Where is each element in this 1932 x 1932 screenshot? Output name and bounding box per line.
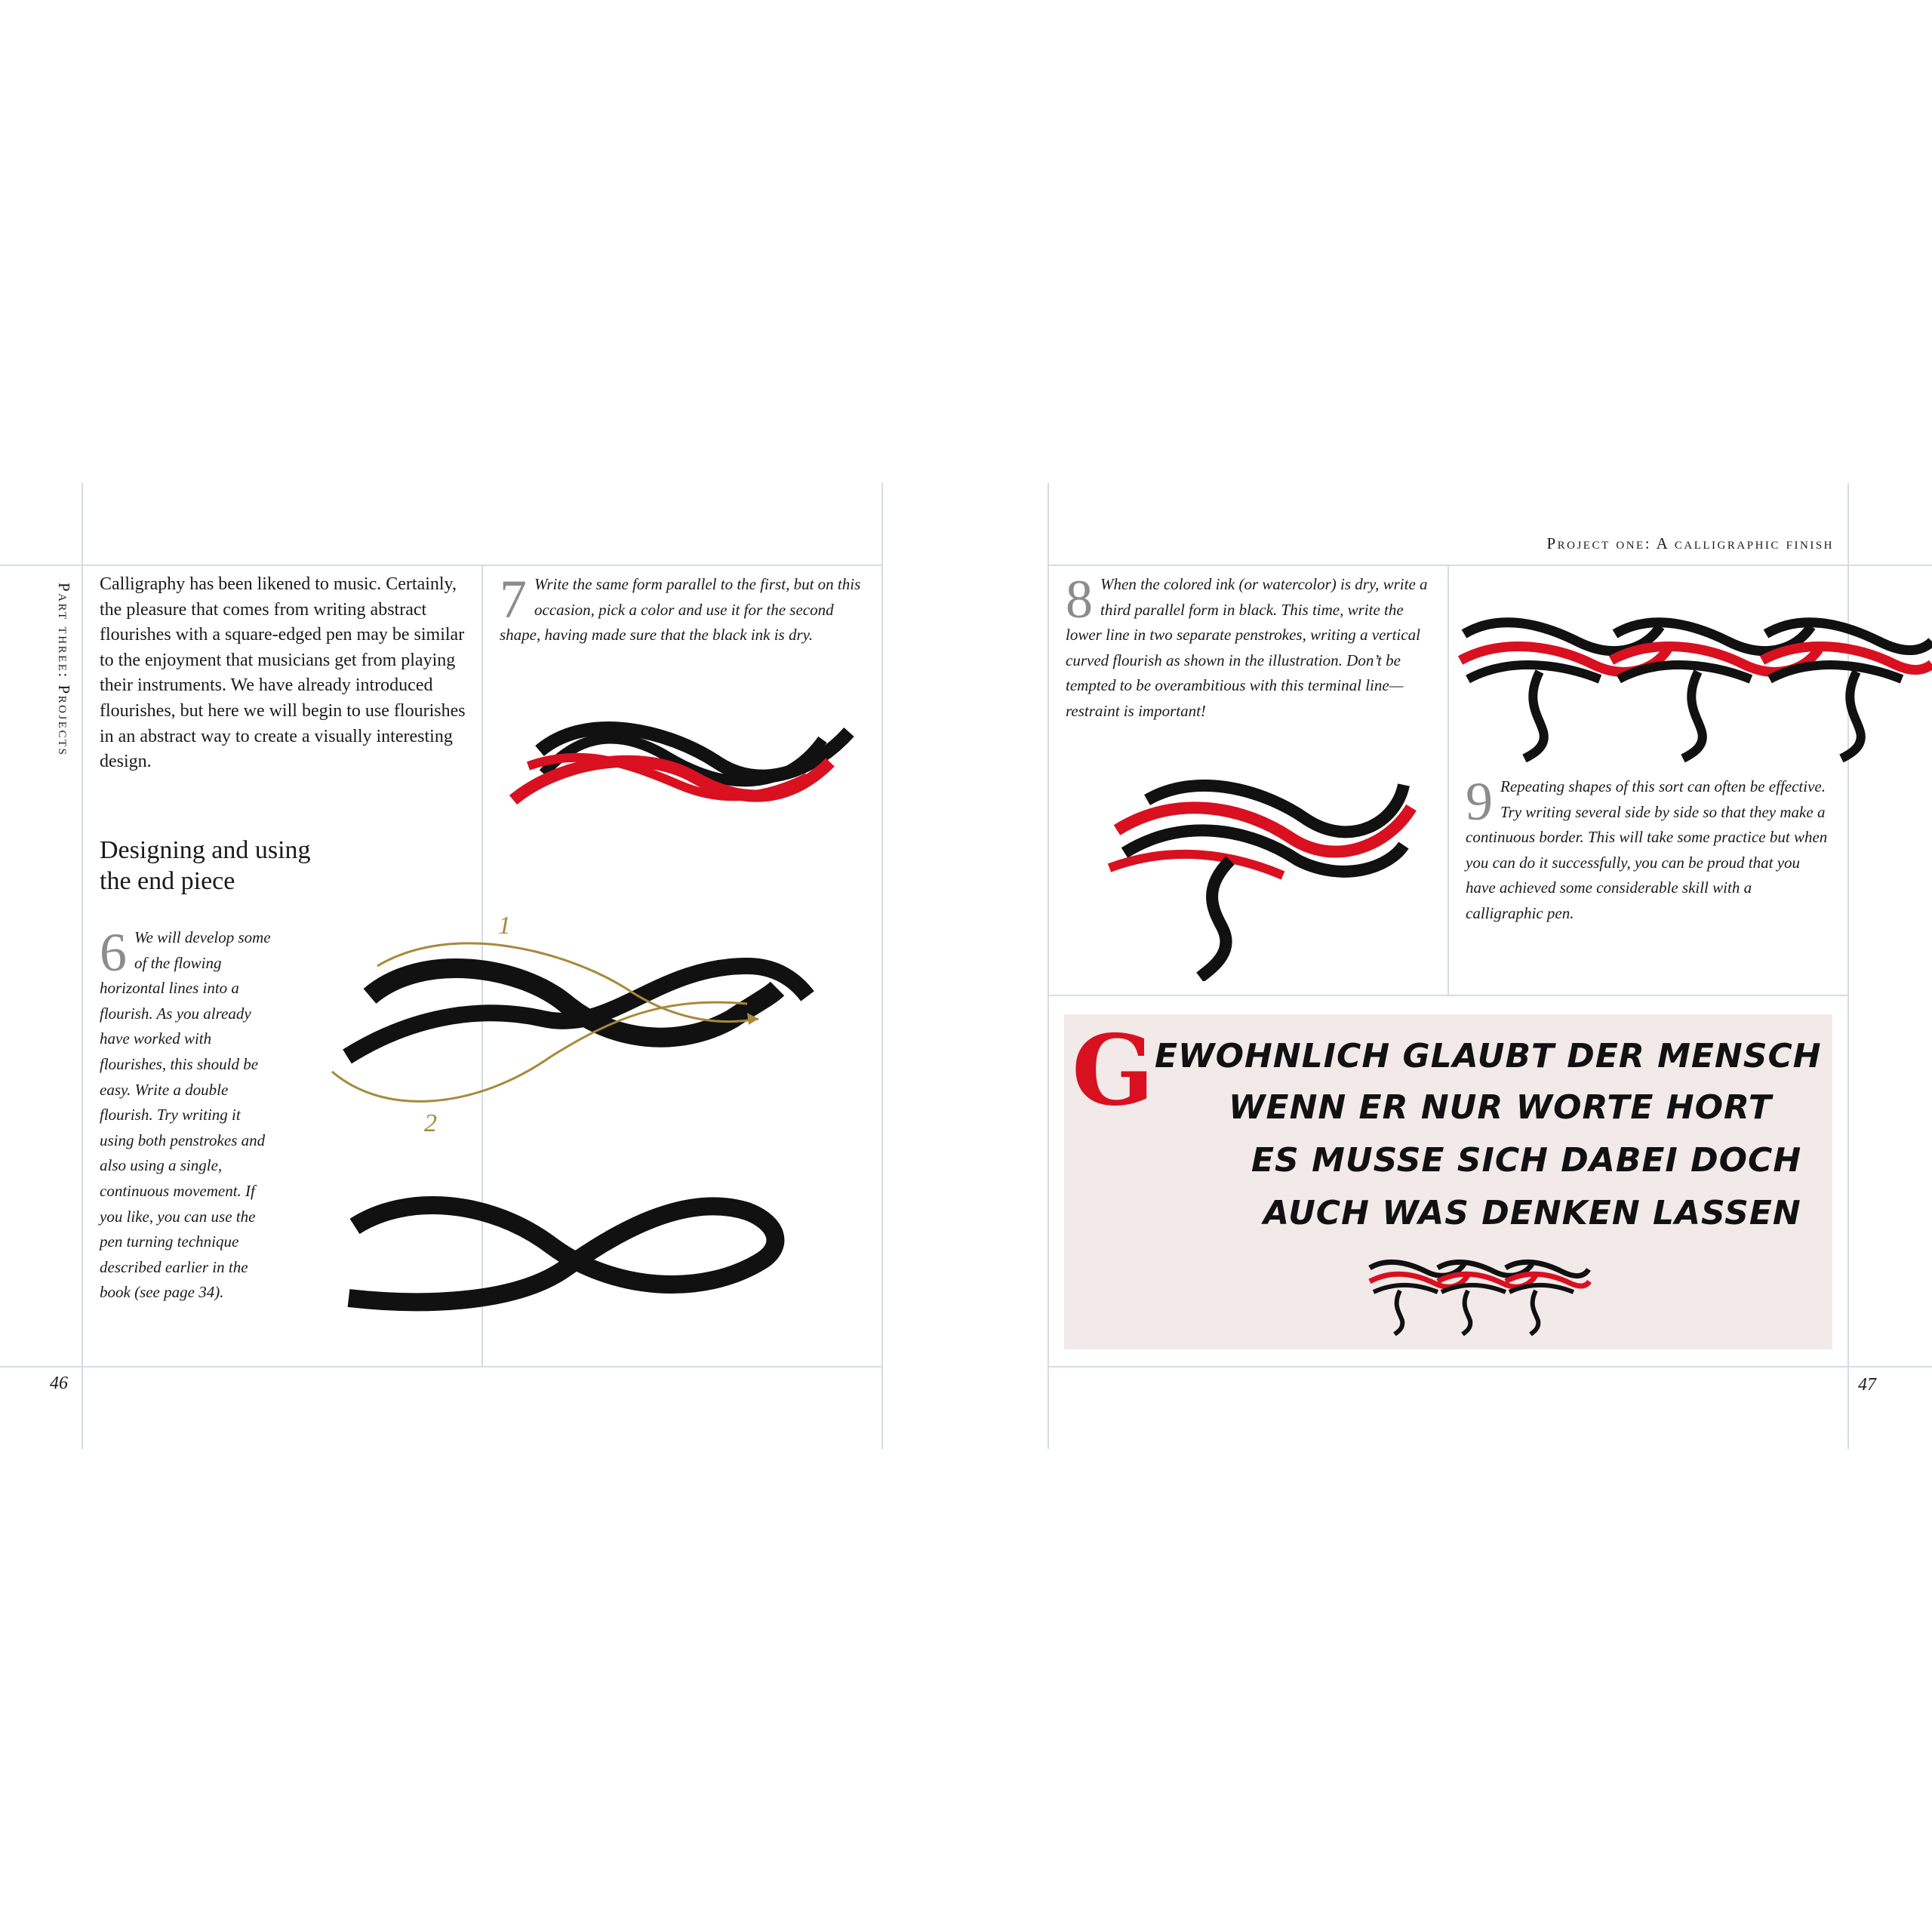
grid-line [881, 483, 883, 1449]
step-9 [1466, 771, 1828, 927]
flourish-with-terminal-illustration [1102, 762, 1419, 981]
quote-panel [1064, 1014, 1832, 1349]
stroke-label-1: 1 [498, 912, 511, 940]
step-number: 9 [1466, 771, 1493, 832]
stroke-label-2: 2 [424, 1109, 437, 1137]
page-number-right: 47 [1858, 1375, 1876, 1395]
step-number: 8 [1066, 569, 1093, 629]
quote-line-3: ES MUSSE SICH DABEI DOCH [1251, 1141, 1802, 1180]
drop-cap-initial: G [1072, 1014, 1155, 1128]
page-number-left: 46 [50, 1374, 68, 1393]
intro-paragraph: Calligraphy has been likened to music. Certainly, the pleasure that comes from writing abstract flourishes with a square-edged pen may be similar to the enjoyment that musicians get from playing their instruments. We have already introduced flourishes, but here we will begin to use flourishes in an abstract way to create a visually interesting design. [100, 574, 466, 772]
small-border-ornament [1366, 1253, 1592, 1336]
double-flourish-with-guides [325, 906, 823, 1155]
grid-line [82, 483, 83, 1449]
flourish-black-red-illustration [498, 679, 860, 830]
section-heading [100, 835, 462, 897]
continuous-flourish-illustration [340, 1185, 792, 1313]
quote-line-2: WENN ER NUR WORTE HORT [1229, 1088, 1772, 1127]
step-8 [1066, 569, 1428, 724]
heading-line-1: Designing and using [100, 836, 311, 864]
heading-line-2: the end piece [100, 867, 235, 895]
continuous-border-illustration [1457, 604, 1932, 762]
step-number: 6 [100, 922, 127, 983]
step-text: Repeating shapes of this sort can often be effective. Try writing several side by side so that they make a continuous border. This will take some practice but when you can do it successfully, you can be proud that you have achieved some considerable skill with a calligraphic pen. [1466, 777, 1828, 922]
grid-line [0, 1366, 881, 1367]
grid-line [1048, 483, 1049, 1449]
grid-line [1048, 995, 1849, 996]
step-text: We will develop some of the flowing horizontal lines into a flourish. As you already have worked with flourishes, this should be easy. Write a double flourish. Try writing it using both penstrokes and also using a single, continuous movement. If you like, you can use the pen turning technique described earlier in the book (see page 34). [100, 928, 271, 1302]
grid-line [0, 565, 881, 566]
step-7 [500, 569, 862, 648]
step-6 [100, 922, 275, 1306]
grid-line [1048, 565, 1932, 566]
step-number: 7 [500, 569, 527, 629]
grid-line [1048, 1366, 1932, 1367]
quote-line-4: AUCH WAS DENKEN LASSEN [1263, 1194, 1801, 1232]
grid-line [1447, 565, 1449, 995]
step-text: Write the same form parallel to the first, but on this occasion, pick a color and use it for the second shape, having made sure that the black ink is dry. [500, 575, 861, 645]
step-text: When the colored ink (or watercolor) is dry, write a third parallel form in black. This time, write the lower line in two separate penstrokes, writing a vertical curved flourish as shown in the illustration. Don’t be tempted to be overambitious with this terminal line—restraint is important! [1066, 575, 1428, 720]
running-head-left: Part three: Projects [55, 583, 73, 757]
quote-line-1: EWOHNLICH GLAUBT DER MENSCH [1155, 1037, 1822, 1075]
running-head-right: Project one: A calligraphic finish [1546, 534, 1834, 552]
